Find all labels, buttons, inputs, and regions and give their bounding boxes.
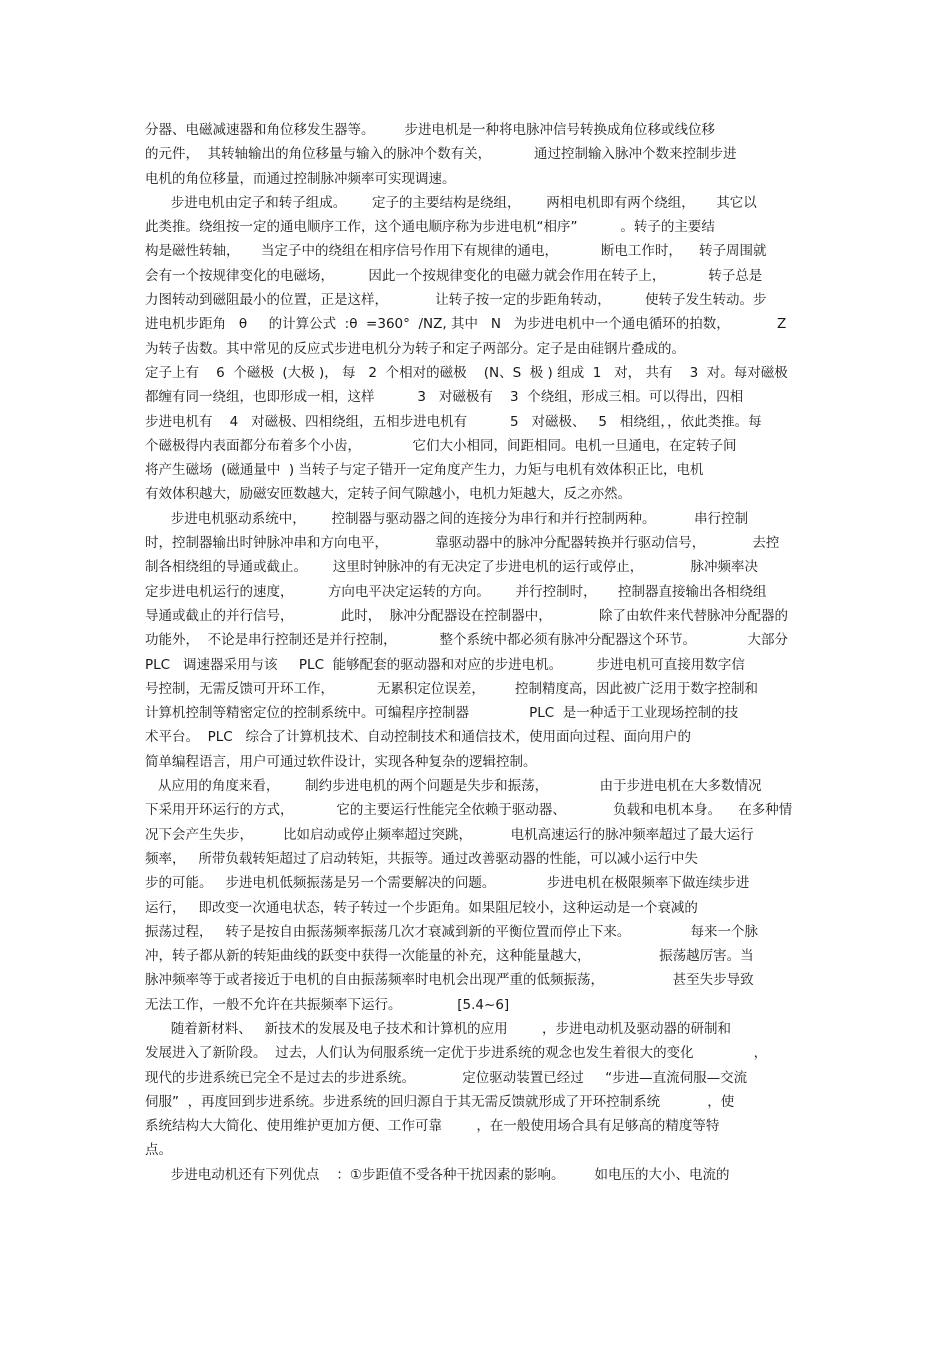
text-line: 随着新材料、 新技术的发展及电子技术和计算机的应用 ，步进电动机及驱动器的研制和 (145, 1020, 731, 1037)
text-line: 无法工作，一般不允许在共振频率下运行。 [5.4~6] (145, 996, 510, 1013)
body-text (145, 118, 810, 1187)
text-line: 会有一个按规律变化的电磁场， 因此一个按规律变化的电磁力就会作用在转子上， 转子总是 (145, 267, 763, 284)
text-line: 定子上有 6 个磁极 (大极 )， 每 2 个相对的磁极 (N、S 极 ) 组成 1 对， 共有 3 对。每对磁极 (145, 364, 788, 381)
text-line: 下采用开环运行的方式， 它的主要运行性能完全依赖于驱动器、 负载和电机本身。 在多种情 (145, 802, 793, 819)
text-line: 简单编程语言，用户可通过软件设计，实现各种复杂的逻辑控制。 (145, 753, 537, 770)
text-line: 此类推。绕组按一定的通电顺序工作，这个通电顺序称为步进电机“相序” 。转子的主要结 (145, 219, 715, 236)
text-line: 都缠有同一绕组，也即形成一相，这样 3 对磁极有 3 个绕组，形成三相。可以得出，四相 (145, 389, 744, 406)
text-line: PLC 调速器采用与该 PLC 能够配套的驱动器和对应的步进电机。 步进电机可直接用数字信 (145, 656, 745, 673)
text-line: 脉冲频率等于或者接近于电机的自由振荡频率时电机会出现严重的低频振荡， 甚至失步导致 (145, 972, 754, 989)
text-line: 定步进电机运行的速度， 方向电平决定运转的方向。 并行控制时， 控制器直接输出各相绕组 (145, 583, 767, 600)
text-line: 点。 (145, 1142, 172, 1159)
text-line: 术平台。 PLC 综合了计算机技术、自动控制技术和通信技术，使用面向过程、面向用户的 (145, 729, 692, 746)
text-line: 系统结构大大简化、使用维护更加方便、工作可靠 ，在一般使用场合具有足够高的精度等特 (145, 1118, 720, 1135)
text-line: 个磁极得内表面都分布着多个小齿， 它们大小相同，间距相同。电机一旦通电，在定转子间 (145, 437, 737, 454)
text-line: 从应用的角度来看， 制约步进电机的两个问题是失步和振荡， 由于步进电机在大多数情况 (145, 778, 762, 795)
text-line: 构是磁性转轴， 当定子中的绕组在相序信号作用下有规律的通电， 断电工作时， 转子周围就 (145, 243, 767, 260)
text-line: 步的可能。 步进电机低频振荡是另一个需要解决的问题。 步进电机在极限频率下做连续步进 (145, 875, 750, 892)
text-line: 况下会产生失步， 比如启动或停止频率超过突跳， 电机高速运行的脉冲频率超过了最大运行 (145, 826, 754, 843)
text-line: 运行， 即改变一次通电状态，转子转过一个步距角。如果阻尼较小，这种运动是一个衰减的 (145, 899, 698, 916)
text-line: 步进电动机还有下列优点 ：①步距值不受各种干扰因素的影响。 如电压的大小、电流的 (145, 1166, 730, 1183)
text-line: 步进电机由定子和转子组成。 定子的主要结构是绕组， 两相电机即有两个绕组， 其它以 (145, 194, 757, 211)
text-line: 伺服” ，再度回到步进系统。步进系统的回归源自于其无需反馈就形成了开环控制系统 ，使 (145, 1093, 735, 1110)
text-line: 的元件， 其转轴输出的角位移量与输入的脉冲个数有关， 通过控制输入脉冲个数来控制步进 (145, 146, 737, 163)
text-line: 导通或截止的并行信号， 此时， 脉冲分配器设在控制器中， 除了由软件来代替脉冲分配器的 (145, 607, 788, 624)
text-line: 有效体积越大，励磁安匝数越大，定转子间气隙越小，电机力矩越大，反之亦然。 (145, 486, 631, 503)
text-line: 现代的步进系统已完全不是过去的步进系统。 定位驱动装置已经过 “步进—直流伺服—交流 (145, 1069, 748, 1086)
text-line: 分器、电磁减速器和角位移发生器等。 步进电机是一种将电脉冲信号转换成角位移或线位移 (145, 122, 716, 138)
text-line: 频率， 所带负载转矩超过了启动转矩，共振等。通过改善驱动器的性能，可以减小运行中失 (145, 850, 698, 867)
text-line: 步进电机有 4 对磁极、四相绕组，五相步进电机有 5 对磁极、 5 相绕组，，依此类推。每 (145, 413, 762, 430)
text-line: 时，控制器输出时钟脉冲串和方向电平， 靠驱动器中的脉冲分配器转换并行驱动信号， 去控 (145, 535, 780, 552)
text-line: 振荡过程， 转子是按自由振荡频率振荡几次才衰减到新的平衡位置而停止下来。 每来一个脉 (145, 923, 758, 940)
text-line: 冲，转子都从新的转矩曲线的跃变中获得一次能量的补充，这种能量越大， 振荡越厉害。当 (145, 948, 754, 965)
text-line: 功能外， 不论是串行控制还是并行控制， 整个系统中都必须有脉冲分配器这个环节。 大部分 (145, 632, 788, 649)
text-line: 号控制，无需反馈可开环工作， 无累积定位误差， 控制精度高，因此被广泛用于数字控制和 (145, 680, 758, 697)
text-line: 力图转动到磁阻最小的位置，正是这样， 让转子按一定的步距角转动， 使转子发生转动。步 (145, 292, 767, 309)
text-line: 电机的角位移量，而通过控制脉冲频率可实现调速。 (145, 170, 456, 187)
text-line: 进电机步距角 θ 的计算公式 :θ =360° /NZ, 其中 N 为步进电机中一个通电循环的拍数， Z (145, 316, 787, 333)
text-line: 计算机控制等精密定位的控制系统中。可编程序控制器 PLC 是一种适于工业现场控制的技 (145, 705, 739, 722)
text-line: 将产生磁场 (磁通量中 ) 当转子与定子错开一定角度产生力，力矩与电机有效体积正比，电机 (145, 462, 704, 479)
text-line: 发展进入了新阶段。 过去，人们认为伺服系统一定优于步进系统的观念也发生着很大的变化 ， (145, 1045, 768, 1062)
text-line: 制各相绕组的导通或截止。 这里时钟脉冲的有无决定了步进电机的运行或停止， 脉冲频率决 (145, 559, 758, 576)
text-line: 为转子齿数。其中常见的反应式步进电机分为转子和定子两部分。定子是由硅钢片叠成的。 (145, 340, 685, 357)
text-line: 步进电机驱动系统中， 控制器与驱动器之间的连接分为串行和并行控制两种。 串行控制 (145, 510, 749, 527)
